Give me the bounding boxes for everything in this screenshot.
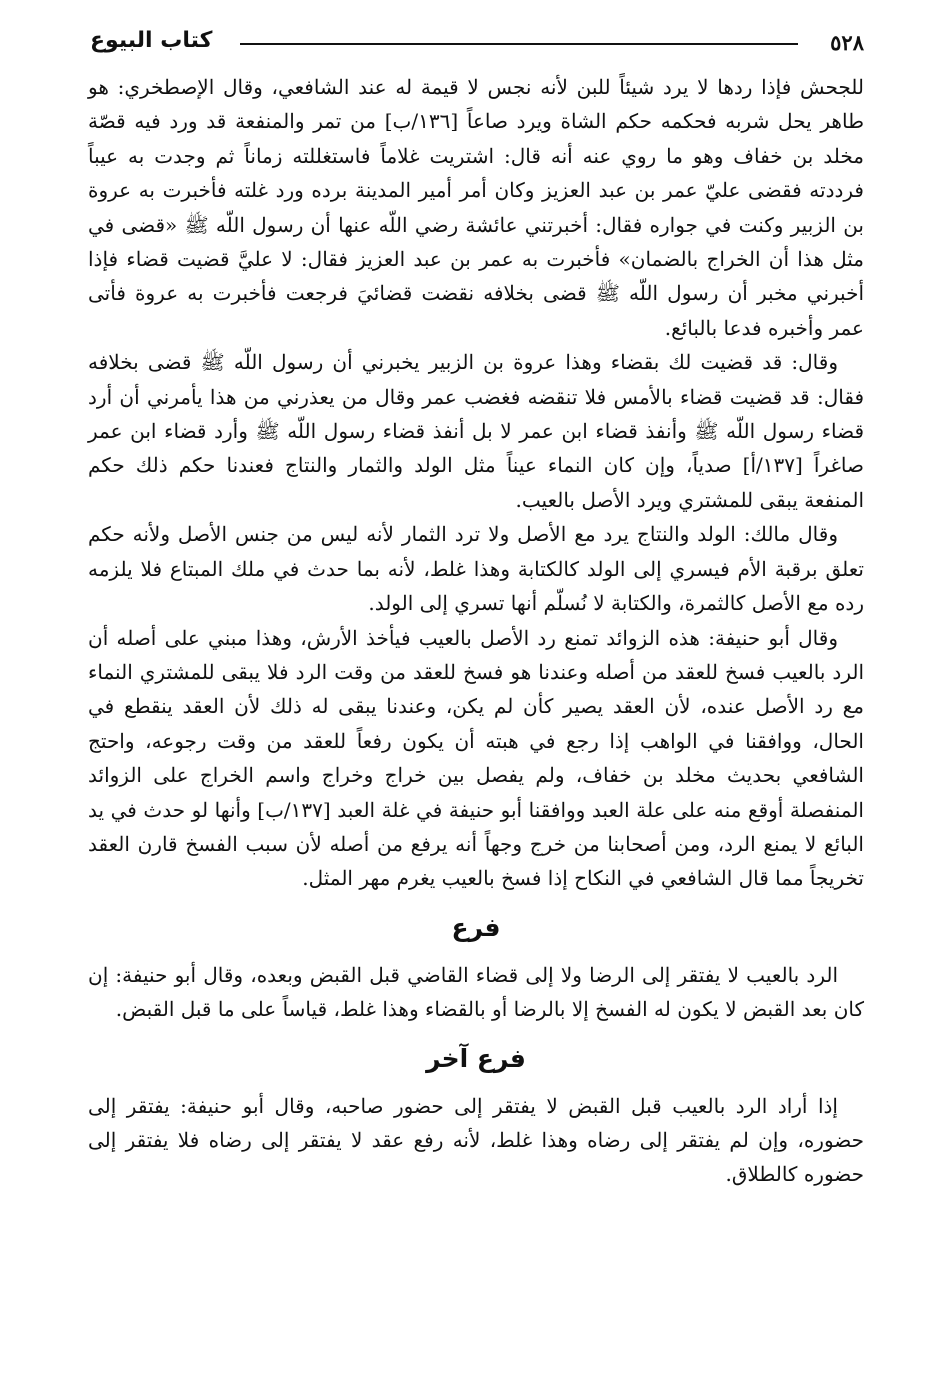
paragraph-1: للجحش فإذا ردها لا يرد شيئاً للبن لأنه نجس لا قيمة له عند الشافعي، وقال الإصطخري: هو طاهر يحل شربه فحكمه حكم الشاة ويرد صاعاً [١٣٦/ب] من تمر والمنفعة قد ورد فيه قصّة مخلد بن خفاف وهو ما روي عنه أنه قال: اشتريت غلاماً فاستغللته زماناً ثم وجدت به عيباً فرددته فقضى عليّ عمر بن عبد العزيز وكان أمر أمير المدينة برده ورد غلته فأخبرت به عروة بن الزبير وكنت في جواره فقال: أخبرتني عائشة رضي اللّه عنها أن رسول اللّه ﷺ «قضى في مثل هذا أن الخراج بالضمان» فأخبرت به عمر بن عبد العزيز فقال: لا عليَّ قضيت قضاء فإذا أخبرني مخبر أن رسول اللّه ﷺ قضى بخلافه نقضت قضائيَ فرجعت فأخبرت به عروة فأتى عمر وأخبره فدعا بالبائع. (88, 75, 864, 340)
section-1-text: الرد بالعيب لا يفتقر إلى الرضا ولا إلى قضاء القاضي قبل القبض وبعده، وقال أبو حنيفة: إن كان بعد القبض لا يكون له الفسخ إلا بالرضا أو بالقضاء وهذا غلط، قياساً على ما قبل القبض. (88, 962, 864, 1022)
page-number: ٥٢٨ (830, 30, 864, 55)
section-heading-far: فرع (451, 912, 501, 942)
page-body (88, 70, 864, 1192)
paragraph-2: وقال: قد قضيت لك بقضاء وهذا عروة بن الزبير يخبرني أن رسول اللّه ﷺ قضى بخلافه فقال: قد قضيت قضاء بالأمس فلا تنقضه فغضب عمر وقال من يعذرني من هذا يأمرني أن أرد قضاء رسول اللّه ﷺ وأنفذ قضاء ابن عمر لا بل أنفذ قضاء رسول اللّه ﷺ وأرد قضاء ابن عمر صاغراً [١٣٧/أ] صدياً، وإن كان النماء عيناً مثل الولد والثمار والنتاج فعندنا حكم ذلك حكم المنفعة يبقى للمشتري ويرد الأصل بالعيب. (88, 350, 864, 512)
paragraph-3: وقال مالك: الولد والنتاج يرد مع الأصل ولا ترد الثمار لأنه ليس من جنس الأصل ولأنه حكم تعلق برقبة الأم فيسري إلى الولد كالكتابة وهذا غلط، لأنه بما حدث في ملك المبتاع فلا يلزمه رده مع الأصل كالثمرة، والكتابة لا نُسلّم أنها تسري إلى الولد. (88, 522, 864, 616)
chapter-title: كتاب البيوع (90, 28, 213, 53)
page-header (90, 26, 864, 62)
section-heading-far-akhar: فرع آخر (426, 1043, 526, 1073)
section-2-text: إذا أراد الرد بالعيب قبل القبض لا يفتقر إلى حضور صاحبه، وقال أبو حنيفة: يفتقر إلى حضوره، وإن لم يفتقر إلى رضاه وهذا غلط، لأنه رفع عقد لا يفتقر إلى رضاه فلا يفتقر إلى حضوره كالطلاق. (88, 1093, 864, 1187)
paragraph-4: وقال أبو حنيفة: هذه الزوائد تمنع رد الأصل بالعيب فيأخذ الأرش، وهذا مبني على أصله أن الرد بالعيب فسخ للعقد من أصله وعندنا هو فسخ للعقد من وقت الرد فلا يبقى للمشتري النماء مع رد الأصل عنده، لأن العقد يصير كأن لم يكن، وعندنا يبقى له ذلك لأن العقد ينقطع في الحال، ووافقنا في الواهب إذا رجع في هبته أن يكون رفعاً للعقد من وقت رجوعه، واحتج الشافعي بحديث مخلد بن خفاف، ولم يفصل بين خراج وخراج واسم الخراج على الزوائد المنفصلة أوقع منه على علة العبد ووافقنا أبو حنيفة في غلة العبد [١٣٧/ب] وأنها لو حدث في يد البائع لا يمنع الرد، ومن أصحابنا من خرج وجهاً أنه يرفع من أصله لأن سبب الفسخ قارن العقد تخريجاً مما قال الشافعي في النكاح إذا فسخ بالعيب يغرم مهر المثل. (88, 625, 864, 891)
header-rule (240, 43, 798, 45)
